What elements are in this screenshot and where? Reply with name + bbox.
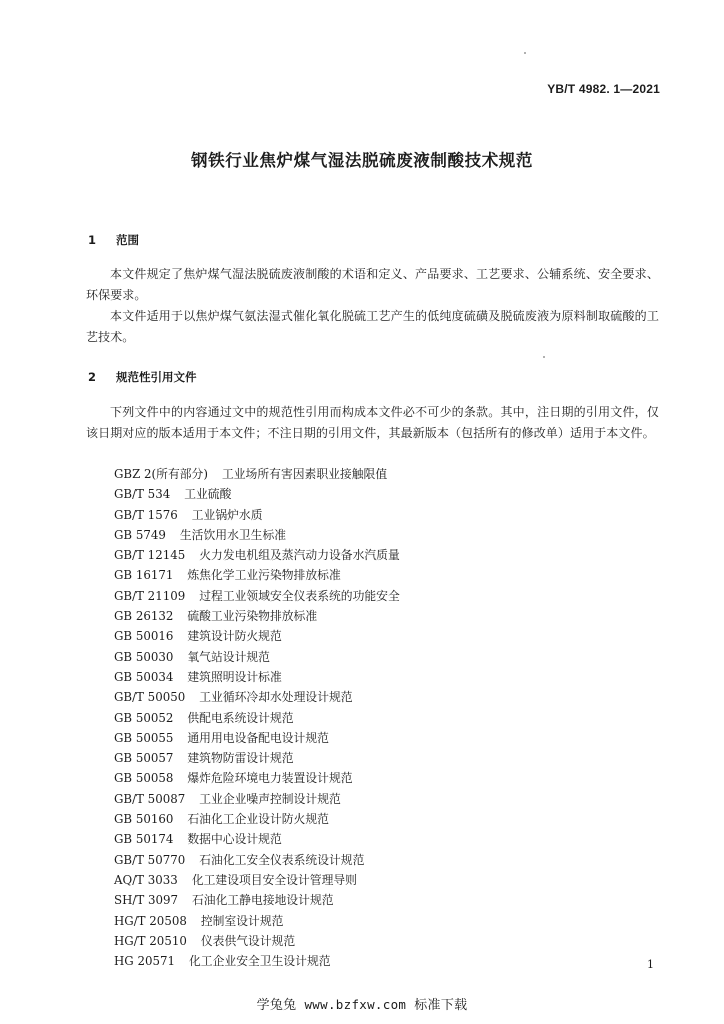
reference-item <box>114 565 400 585</box>
section-number: 2 <box>88 370 97 384</box>
reference-item <box>114 951 400 971</box>
reference-item <box>114 667 400 687</box>
reference-name: 氧气站设计规范 <box>187 649 270 664</box>
reference-item <box>114 606 400 626</box>
reference-name: 炼焦化学工业污染物排放标准 <box>187 568 341 583</box>
reference-item <box>114 687 400 707</box>
reference-code: GB 50174 <box>114 832 174 847</box>
reference-name: 通用用电设备配电设计规范 <box>187 730 329 745</box>
reference-name: 控制室设计规范 <box>200 913 284 928</box>
section-number: 1 <box>88 233 97 247</box>
reference-item <box>114 789 400 809</box>
reference-name: 火力发电机组及蒸汽动力设备水汽质量 <box>199 548 400 563</box>
reference-item <box>114 728 400 748</box>
reference-item <box>114 525 400 545</box>
document-title: 钢铁行业焦炉煤气湿法脱硫废液制酸技术规范 <box>191 151 533 170</box>
reference-name: 爆炸危险环境电力装置设计规范 <box>187 771 353 786</box>
reference-code: GB/T 21109 <box>114 588 186 603</box>
reference-item <box>114 870 400 890</box>
footer-brand: 学兔兔 <box>256 998 297 1013</box>
reference-item <box>114 586 400 606</box>
reference-item <box>114 768 400 788</box>
reference-name: 建筑物防雷设计规范 <box>187 751 294 766</box>
reference-code: SH/T 3097 <box>114 893 178 908</box>
reference-code: GB 50057 <box>114 751 174 766</box>
reference-code: AQ/T 3033 <box>114 872 178 887</box>
reference-code: GB 50055 <box>114 730 174 745</box>
reference-name: 工业硫酸 <box>184 487 232 502</box>
reference-code: GB 50016 <box>114 629 174 644</box>
reference-name: 石油化工企业设计防火规范 <box>187 812 329 827</box>
reference-name: 化工企业安全卫生设计规范 <box>189 954 331 969</box>
reference-item <box>114 545 400 565</box>
reference-item <box>114 484 400 504</box>
reference-name: 建筑照明设计标准 <box>187 669 282 684</box>
footer-site: www.bzfxw.com <box>304 997 407 1012</box>
section-2-heading <box>88 369 197 385</box>
reference-name: 生活饮用水卫生标准 <box>179 527 287 542</box>
reference-list <box>114 464 400 971</box>
scan-speck <box>543 356 545 358</box>
reference-item <box>114 911 400 931</box>
reference-code: HG/T 20510 <box>114 933 187 948</box>
reference-code: GB 50160 <box>114 812 174 827</box>
reference-name: 工业循环冷却水处理设计规范 <box>199 690 353 705</box>
reference-item <box>114 931 400 951</box>
reference-code: HG 20571 <box>114 954 175 969</box>
section-1-heading <box>88 232 139 248</box>
normative-intro-paragraph: 下列文件中的内容通过文中的规范性引用而构成本文件必不可少的条款。其中，注日期的引用文件，仅该日期对应的版本适用于本文件；不注日期的引用文件，其最新版本（包括所有的修改单）适用于本文件。 <box>86 405 659 440</box>
reference-code: GB/T 12145 <box>114 548 186 563</box>
section-title: 规范性引用文件 <box>116 370 197 384</box>
reference-code: GB 16171 <box>114 568 174 583</box>
scope-paragraph-2: 本文件适用于以焦炉煤气氨法湿式催化氧化脱硫工艺产生的低纯度硫磺及脱硫废液为原料制取硫酸的工艺技术。 <box>86 309 659 344</box>
reference-code: GB 26132 <box>114 609 174 624</box>
reference-code: GB 50034 <box>114 669 174 684</box>
reference-code: GB/T 534 <box>114 487 171 502</box>
reference-item <box>114 505 400 525</box>
reference-item <box>114 748 400 768</box>
reference-code: GB 50030 <box>114 649 174 664</box>
scope-paragraph-1: 本文件规定了焦炉煤气湿法脱硫废液制酸的术语和定义、产品要求、工艺要求、公辅系统、安全要求、环保要求。 <box>86 267 659 302</box>
footer-watermark <box>0 994 724 1013</box>
reference-code: GB 50058 <box>114 771 174 786</box>
reference-name: 过程工业领域安全仪表系统的功能安全 <box>199 588 400 603</box>
reference-name: 石油化工静电接地设计规范 <box>191 893 334 908</box>
reference-name: 工业场所有害因素职业接触限值 <box>221 467 388 481</box>
reference-name: 工业企业噪声控制设计规范 <box>199 791 341 806</box>
reference-name: 工业锅炉水质 <box>191 507 263 522</box>
reference-item <box>114 890 400 910</box>
reference-name: 化工建设项目安全设计管理导则 <box>191 872 357 887</box>
reference-item <box>114 850 400 870</box>
section-title: 范围 <box>116 233 139 247</box>
page-number: 1 <box>647 958 654 971</box>
reference-name: 供配电系统设计规范 <box>187 710 294 725</box>
reference-code: GB/T 1576 <box>114 507 178 522</box>
reference-item <box>114 809 400 829</box>
reference-name: 仪表供气设计规范 <box>200 933 296 948</box>
reference-name: 硫酸工业污染物排放标准 <box>187 609 318 624</box>
reference-code: GBZ 2(所有部分) <box>114 467 208 481</box>
scan-speck <box>524 52 526 54</box>
reference-item <box>114 647 400 667</box>
reference-code: GB/T 50087 <box>114 791 186 806</box>
standard-code: YB/T 4982. 1—2021 <box>547 82 660 96</box>
reference-code: HG/T 20508 <box>114 913 187 928</box>
reference-name: 数据中心设计规范 <box>187 832 282 847</box>
reference-name: 石油化工安全仪表系统设计规范 <box>199 852 365 867</box>
reference-code: GB 50052 <box>114 710 174 725</box>
footer-label: 标准下载 <box>414 998 468 1013</box>
reference-item <box>114 626 400 646</box>
reference-code: GB 5749 <box>114 527 166 542</box>
reference-item <box>114 829 400 849</box>
reference-code: GB/T 50770 <box>114 852 186 867</box>
reference-name: 建筑设计防火规范 <box>187 629 282 644</box>
reference-item <box>114 708 400 728</box>
reference-code: GB/T 50050 <box>114 690 186 705</box>
reference-item <box>114 464 400 484</box>
